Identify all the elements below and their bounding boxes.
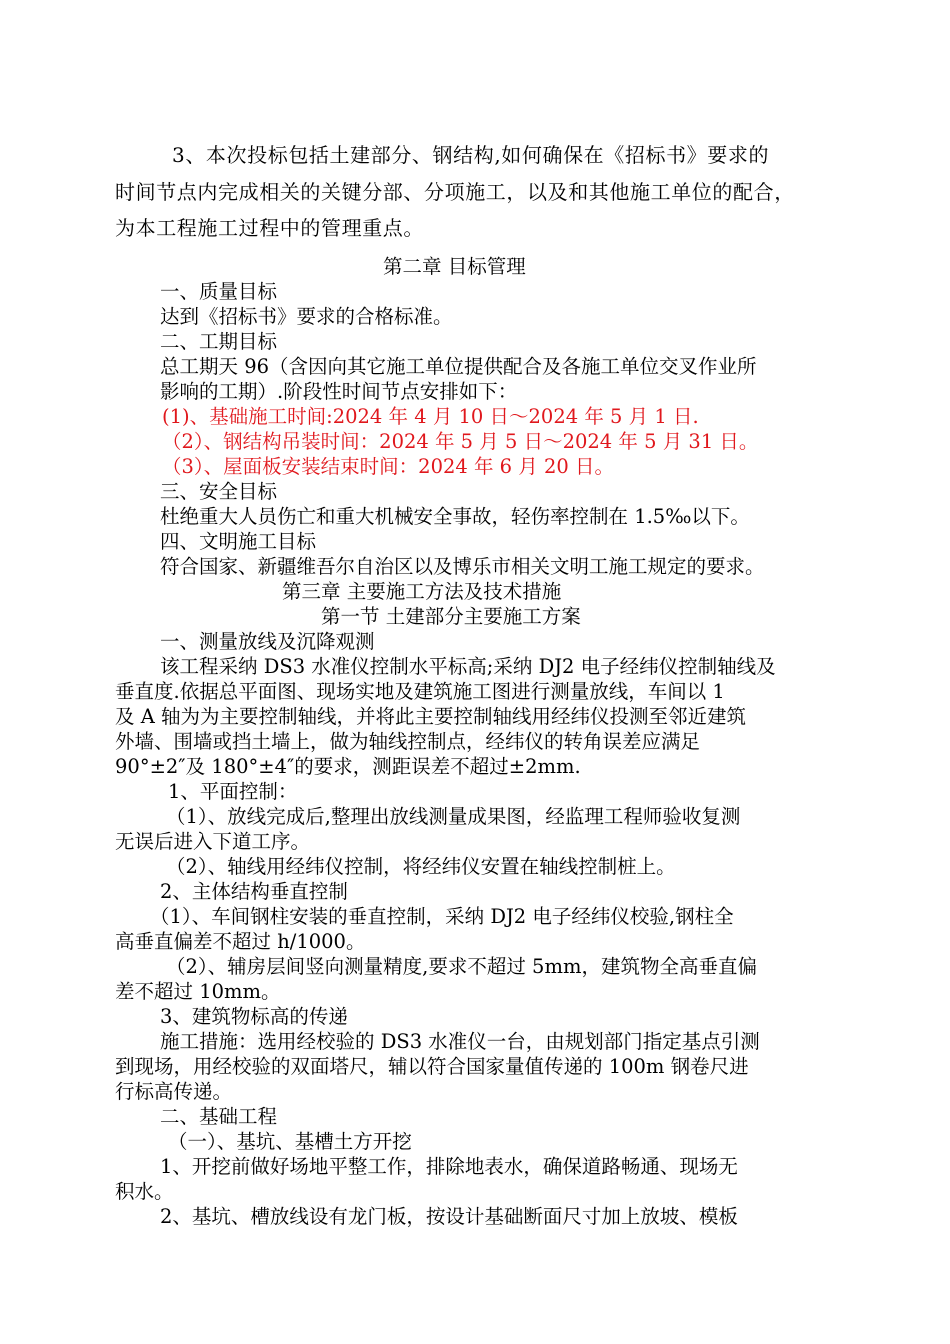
elevation-transfer-text-1: 施工措施：选用经校验的 DS3 水准仪一台，由规划部门指定基点引测	[160, 1030, 760, 1053]
vertical-control-item-1b: 高垂直偏差不超过 h/1000。	[115, 930, 366, 953]
schedule-goal-text-1: 总工期天 96（含因向其它施工单位提供配合及各施工单位交叉作业所	[160, 355, 757, 378]
chapter-3-title: 第三章 主要施工方法及技术措施	[282, 580, 562, 603]
chapter-2-title: 第二章 目标管理	[383, 255, 526, 278]
milestone-foundation: (1)、基础施工时间:2024 年 4 月 10 日～2024 年 5 月 1 日.	[162, 405, 699, 428]
foundation-heading: 二、基础工程	[160, 1105, 278, 1128]
elevation-transfer-text-2: 到现场，用经校验的双面塔尺，辅以符合国家量值传递的 100m 钢卷尺进	[115, 1055, 749, 1078]
survey-text-3: 及 A 轴为为主要控制轴线，并将此主要控制轴线用经纬仪投测至邻近建筑	[115, 705, 746, 728]
vertical-control-item-2b: 差不超过 10mm。	[115, 980, 281, 1003]
plane-control-item-2: （2）、轴线用经纬仪控制，将经纬仪安置在轴线控制桩上。	[166, 855, 676, 878]
plane-control-item-1a: （1）、放线完成后,整理出放线测量成果图，经监理工程师验收复测	[166, 805, 741, 828]
excavation-item-1b: 积水。	[115, 1180, 174, 1203]
vertical-control-item-2a: （2）、辅房层间竖向测量精度,要求不超过 5mm，建筑物全高垂直偏	[166, 955, 757, 978]
intro-paragraph-line-1: 3、本次投标包括土建部分、钢结构,如何确保在《招标书》要求的	[172, 143, 770, 167]
survey-text-5: 90°±2″及 180°±4″的要求，测距误差不超过±2mm.	[115, 755, 581, 778]
vertical-control-item-1a: （1）、车间钢柱安装的垂直控制，采纳 DJ2 电子经纬仪校验,钢柱全	[150, 905, 734, 928]
civil-goal-text: 符合国家、新疆维吾尔自治区以及博乐市相关文明工施工规定的要求。	[160, 555, 765, 578]
plane-control-item-1b: 无误后进入下道工序。	[115, 830, 311, 853]
milestone-roof-panel: （3）、屋面板安装结束时间：2024 年 6 月 20 日。	[162, 455, 614, 478]
section-1-title: 第一节 土建部分主要施工方案	[321, 605, 581, 628]
schedule-goal-heading: 二、工期目标	[160, 330, 278, 353]
elevation-transfer-heading: 3、建筑物标高的传递	[160, 1005, 348, 1028]
schedule-goal-text-2: 影响的工期）.阶段性时间节点安排如下：	[160, 380, 518, 403]
excavation-item-1a: 1、开挖前做好场地平整工作，排除地表水，确保道路畅通、现场无	[160, 1155, 738, 1178]
vertical-control-heading: 2、主体结构垂直控制	[160, 880, 348, 903]
plane-control-heading: 1、平面控制：	[168, 780, 298, 803]
survey-text-2: 垂直度.依据总平面图、现场实地及建筑施工图进行测量放线，车间以 1	[115, 680, 725, 703]
survey-heading: 一、测量放线及沉降观测	[160, 630, 375, 653]
excavation-item-2: 2、基坑、槽放线设有龙门板，按设计基础断面尺寸加上放坡、模板	[160, 1205, 738, 1228]
safety-goal-text: 杜绝重大人员伤亡和重大机械安全事故，轻伤率控制在 1.5‰以下。	[160, 505, 750, 528]
survey-text-1: 该工程采纳 DS3 水准仪控制水平标高;采纳 DJ2 电子经纬仪控制轴线及	[160, 655, 776, 678]
civil-goal-heading: 四、文明施工目标	[160, 530, 317, 553]
quality-goal-text: 达到《招标书》要求的合格标准。	[160, 305, 453, 328]
intro-paragraph-line-2: 时间节点内完成相关的关键分部、分项施工，以及和其他施工单位的配合，	[115, 180, 795, 204]
survey-text-4: 外墙、围墙或挡土墙上，做为轴线控制点，经纬仪的转角误差应满足	[115, 730, 701, 753]
quality-goal-heading: 一、质量目标	[160, 280, 278, 303]
elevation-transfer-text-3: 行标高传递。	[115, 1080, 233, 1103]
excavation-heading: （一）、基坑、基槽土方开挖	[168, 1130, 412, 1153]
intro-paragraph-line-3: 为本工程施工过程中的管理重点。	[115, 216, 424, 240]
safety-goal-heading: 三、安全目标	[160, 480, 278, 503]
milestone-steel-erection: （2）、钢结构吊装时间：2024 年 5 月 5 日～2024 年 5 月 31 日。	[162, 430, 759, 453]
